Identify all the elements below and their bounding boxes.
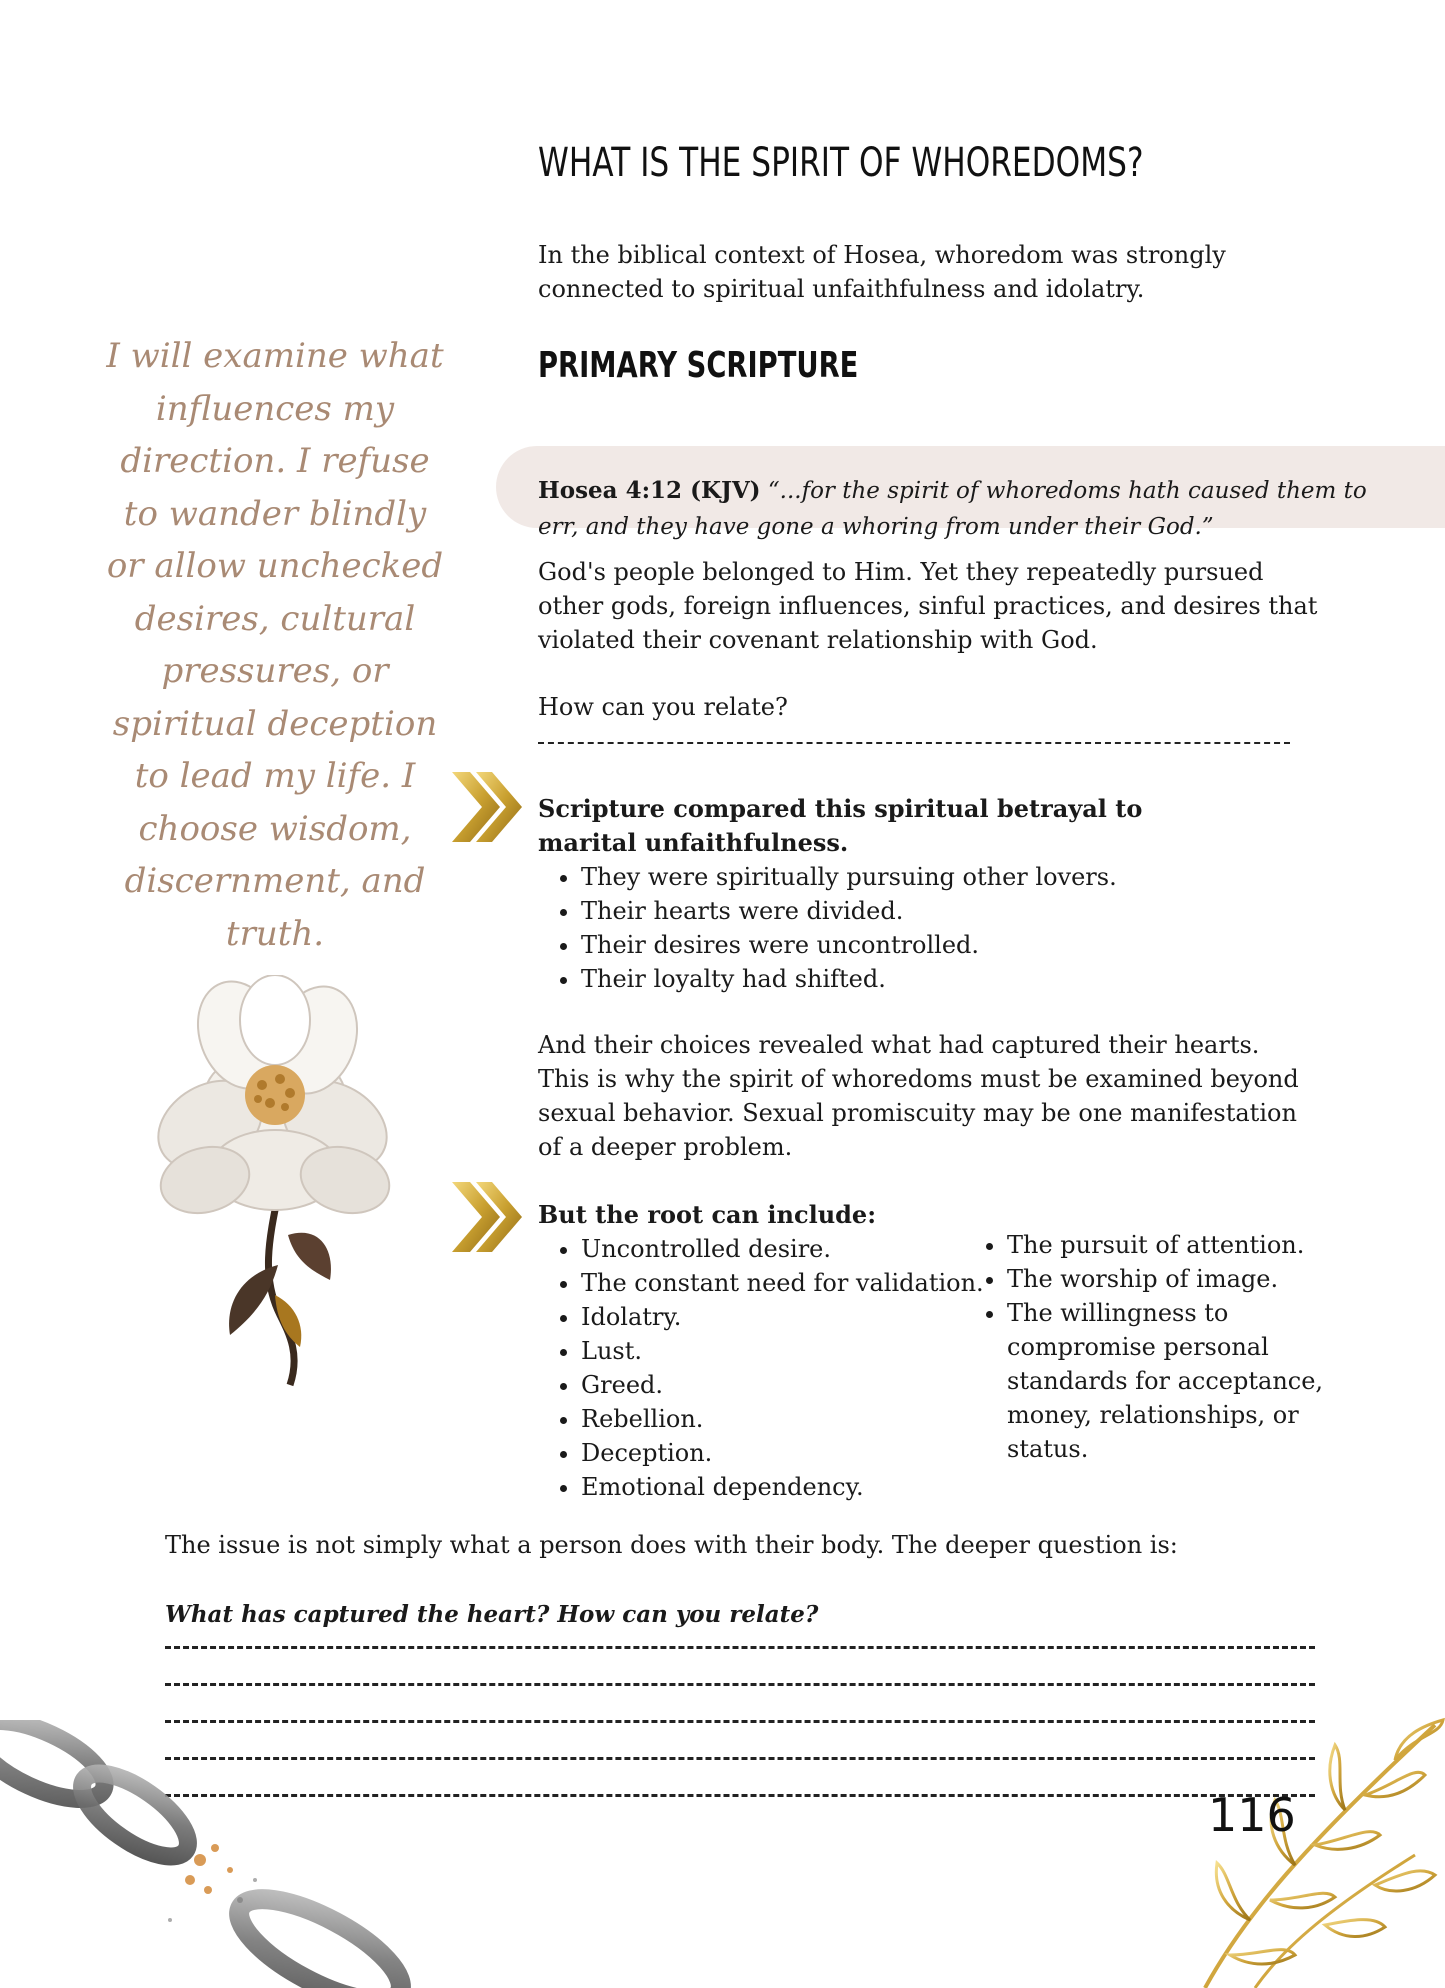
list-item: • Deception. (581, 1436, 1041, 1470)
root-heading: But the root can include: (538, 1200, 877, 1229)
final-question: What has captured the heart? How can you relate? (165, 1601, 819, 1628)
root-list-right (964, 1228, 1377, 1466)
covenant-paragraph: God's people belonged to Him. Yet they repeatedly pursued other gods, foreign influences, sinful practices, and desires that violated their covenant relationship with God. (538, 558, 1318, 654)
list-item: • Idolatry. (581, 1300, 1041, 1334)
list-item: • They were spiritually pursuing other lovers. (581, 860, 1341, 894)
list-item: • Their loyalty had shifted. (581, 962, 1341, 996)
betrayal-heading: Scripture compared this spiritual betrayal to marital unfaithfulness. (538, 794, 1143, 857)
affirmation-quote: I will examine what influences my direction. I refuse to wander blindly or allow unchecked desires, cultural pressures, or spiritual deception to lead my life. I choose wisdom, discernment, and truth. (106, 336, 444, 954)
relate-answer-line[interactable] (538, 742, 1290, 744)
list-item: • The constant need for validation. (581, 1266, 1041, 1300)
scripture-text: “...for the spirit of whoredoms hath caused them to err, and they have gone a whoring from under their God.” (538, 478, 1367, 540)
list-item: • The willingness to compromise personal standards for acceptance, money, relationships, or status. (1007, 1296, 1377, 1466)
relate-prompt: How can you relate? (538, 693, 788, 721)
flower-illustration (130, 975, 420, 1390)
choices-paragraph: And their choices revealed what had captured their hearts. This is why the spirit of whoredoms must be examined beyond sexual behavior. Sexual promiscuity may be one manifestation of a deeper problem. (538, 1031, 1299, 1161)
scripture-reference: Hosea 4:12 (KJV) (538, 477, 761, 504)
list-item: • Uncontrolled desire. (581, 1232, 1041, 1266)
page-number: 116 (1208, 1788, 1296, 1842)
list-item: • Their desires were uncontrolled. (581, 928, 1341, 962)
list-item: • Greed. (581, 1368, 1041, 1402)
double-chevron-icon (450, 768, 524, 846)
list-item: • Rebellion. (581, 1402, 1041, 1436)
primary-scripture-heading: PRIMARY SCRIPTURE (538, 345, 859, 386)
double-chevron-icon (450, 1178, 524, 1256)
scripture-quote (538, 473, 1398, 545)
gold-leaves-illustration (1185, 1715, 1445, 1988)
list-item: • Lust. (581, 1334, 1041, 1368)
issue-paragraph: The issue is not simply what a person does with their body. The deeper question is: (165, 1531, 1178, 1559)
list-item: • The pursuit of attention. (1007, 1228, 1377, 1262)
answer-line[interactable] (165, 1683, 1315, 1686)
list-item: • The worship of image. (1007, 1262, 1377, 1296)
list-item: • Emotional dependency. (581, 1470, 1041, 1504)
betrayal-list (538, 860, 1341, 996)
list-item: • Their hearts were divided. (581, 894, 1341, 928)
page-title: WHAT IS THE SPIRIT OF WHOREDOMS? (538, 140, 1144, 186)
answer-line[interactable] (165, 1646, 1315, 1649)
broken-chain-illustration (0, 1720, 470, 1988)
intro-paragraph: In the biblical context of Hosea, whoredom was strongly connected to spiritual unfaithfulness and idolatry. (538, 241, 1226, 303)
